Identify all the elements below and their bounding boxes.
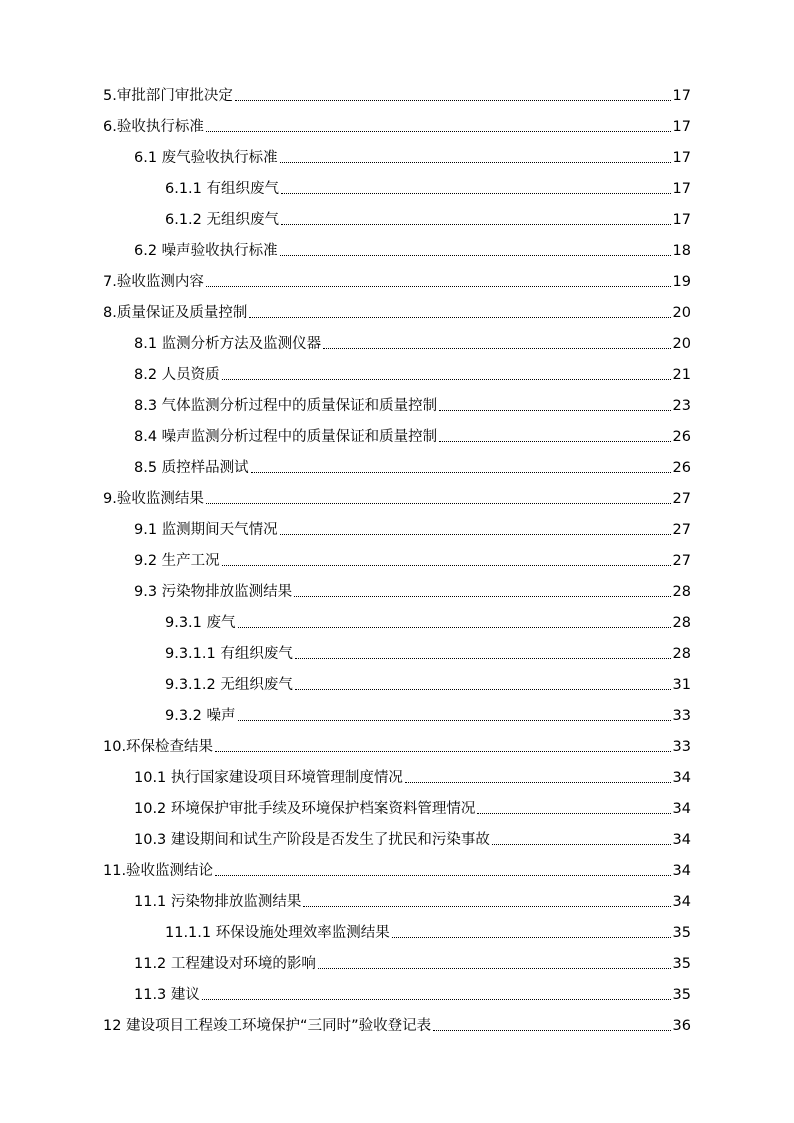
toc-entry-title: 11.2 工程建设对环境的影响: [134, 956, 316, 972]
toc-dot-leader: [295, 688, 671, 690]
toc-entry-title: 12 建设项目工程竣工环境保护“三同时”验收登记表: [103, 1018, 432, 1034]
toc-entry-page-number: 36: [672, 1018, 691, 1034]
toc-entry-title: 9.3.2 噪声: [165, 708, 236, 724]
toc-dot-leader: [206, 130, 671, 132]
toc-entry-title: 11.1.1 环保设施处理效率监测结果: [165, 925, 390, 941]
toc-entry-page-number: 27: [672, 553, 691, 569]
toc-entry-title: 7.验收监测内容: [103, 274, 204, 290]
toc-entry-page-number: 17: [672, 181, 691, 197]
toc-entry-page-number: 33: [672, 739, 691, 755]
toc-dot-leader: [238, 626, 671, 628]
toc-entry-page-number: 34: [672, 863, 691, 879]
toc-entry[interactable]: [165, 663, 691, 694]
toc-entry-title: 9.2 生产工况: [134, 553, 220, 569]
toc-entry[interactable]: [103, 1004, 691, 1035]
toc-dot-leader: [281, 192, 671, 194]
toc-entry-title: 6.1.2 无组织废气: [165, 212, 280, 228]
toc-entry-title: 9.3.1 废气: [165, 615, 236, 631]
toc-entry-page-number: 20: [672, 336, 691, 352]
toc-entry-page-number: 34: [672, 801, 691, 817]
toc-dot-leader: [249, 316, 670, 318]
toc-entry-title: 10.2 环境保护审批手续及环境保护档案资料管理情况: [134, 801, 476, 817]
toc-entry-page-number: 26: [672, 460, 691, 476]
toc-dot-leader: [439, 440, 670, 442]
toc-entry-title: 10.环保检查结果: [103, 739, 214, 755]
toc-dot-leader: [222, 378, 671, 380]
toc-dot-leader: [295, 657, 671, 659]
toc-entry[interactable]: [103, 477, 691, 508]
toc-entry[interactable]: [134, 942, 691, 973]
toc-dot-leader: [280, 161, 671, 163]
toc-entry[interactable]: [134, 322, 691, 353]
toc-entry-page-number: 35: [672, 956, 691, 972]
toc-entry-page-number: 34: [672, 832, 691, 848]
toc-entry-page-number: 27: [672, 491, 691, 507]
toc-entry[interactable]: [134, 384, 691, 415]
toc-entry-page-number: 17: [672, 88, 691, 104]
toc-entry-page-number: 28: [672, 615, 691, 631]
toc-entry-page-number: 34: [672, 770, 691, 786]
toc-dot-leader: [392, 936, 671, 938]
toc-entry[interactable]: [103, 105, 691, 136]
toc-entry-title: 11.3 建议: [134, 987, 200, 1003]
toc-dot-leader: [281, 223, 671, 225]
toc-entry-title: 8.4 噪声监测分析过程中的质量保证和质量控制: [134, 429, 438, 445]
toc-dot-leader: [439, 409, 670, 411]
toc-dot-leader: [238, 719, 671, 721]
toc-entry-page-number: 17: [672, 150, 691, 166]
toc-entry[interactable]: [165, 601, 691, 632]
toc-entry-page-number: 31: [672, 677, 691, 693]
toc-entry-page-number: 34: [672, 894, 691, 910]
toc-entry-title: 10.1 执行国家建设项目环境管理制度情况: [134, 770, 403, 786]
toc-entry-page-number: 17: [672, 212, 691, 228]
toc-entry-page-number: 35: [672, 987, 691, 1003]
toc-entry-page-number: 28: [672, 646, 691, 662]
toc-entry-page-number: 17: [672, 119, 691, 135]
toc-dot-leader: [318, 967, 671, 969]
toc-dot-leader: [222, 564, 671, 566]
toc-entry[interactable]: [103, 725, 691, 756]
toc-entry-title: 8.2 人员资质: [134, 367, 220, 383]
toc-dot-leader: [206, 285, 671, 287]
toc-entry-title: 11.1 污染物排放监测结果: [134, 894, 302, 910]
toc-entry-title: 6.1 废气验收执行标准: [134, 150, 278, 166]
toc-entry-title: 6.2 噪声验收执行标准: [134, 243, 278, 259]
toc-dot-leader: [492, 843, 671, 845]
toc-dot-leader: [294, 595, 670, 597]
toc-entry[interactable]: [134, 229, 691, 260]
toc-entry[interactable]: [103, 849, 691, 880]
toc-entry[interactable]: [134, 353, 691, 384]
toc-entry-title: 9.3.1.1 有组织废气: [165, 646, 293, 662]
toc-entry[interactable]: [134, 539, 691, 570]
toc-entry[interactable]: [134, 136, 691, 167]
toc-entry-page-number: 28: [672, 584, 691, 600]
toc-entry-page-number: 27: [672, 522, 691, 538]
toc-entry[interactable]: [134, 756, 691, 787]
toc-entry[interactable]: [165, 911, 691, 942]
toc-entry[interactable]: [165, 198, 691, 229]
toc-entry[interactable]: [134, 787, 691, 818]
toc-entry-title: 11.验收监测结论: [103, 863, 214, 879]
toc-entry-title: 10.3 建设期间和试生产阶段是否发生了扰民和污染事故: [134, 832, 490, 848]
toc-dot-leader: [215, 874, 670, 876]
toc-dot-leader: [206, 502, 671, 504]
toc-dot-leader: [235, 99, 671, 101]
toc-dot-leader: [215, 750, 670, 752]
toc-entry-title: 8.1 监测分析方法及监测仪器: [134, 336, 322, 352]
toc-entry[interactable]: [134, 446, 691, 477]
toc-entry[interactable]: [134, 508, 691, 539]
toc-dot-leader: [405, 781, 671, 783]
toc-entry-title: 9.3 污染物排放监测结果: [134, 584, 293, 600]
toc-dot-leader: [433, 1029, 670, 1031]
toc-entry[interactable]: [134, 880, 691, 911]
toc-entry-title: 6.1.1 有组织废气: [165, 181, 280, 197]
toc-dot-leader: [323, 347, 670, 349]
toc-entry-page-number: 19: [672, 274, 691, 290]
toc-dot-leader: [303, 905, 670, 907]
toc-entry-title: 6.验收执行标准: [103, 119, 204, 135]
toc-entry-page-number: 21: [672, 367, 691, 383]
toc-entry[interactable]: [134, 818, 691, 849]
toc-entry[interactable]: [165, 632, 691, 663]
toc-entry-page-number: 23: [672, 398, 691, 414]
toc-entry[interactable]: [103, 74, 691, 105]
toc-entry-title: 5.审批部门审批决定: [103, 88, 233, 104]
toc-entry-page-number: 26: [672, 429, 691, 445]
toc-entry-title: 9.1 监测期间天气情况: [134, 522, 278, 538]
toc-entry-page-number: 35: [672, 925, 691, 941]
toc-entry-title: 8.3 气体监测分析过程中的质量保证和质量控制: [134, 398, 438, 414]
toc-entry[interactable]: [134, 570, 691, 601]
toc-entry[interactable]: [134, 973, 691, 1004]
toc-dot-leader: [202, 998, 671, 1000]
toc-entry-title: 9.3.1.2 无组织废气: [165, 677, 293, 693]
toc-entry-page-number: 18: [672, 243, 691, 259]
toc-entry[interactable]: [165, 694, 691, 725]
toc-entry[interactable]: [165, 167, 691, 198]
toc-dot-leader: [477, 812, 670, 814]
toc-entry-title: 8.5 质控样品测试: [134, 460, 249, 476]
toc-entry[interactable]: [103, 291, 691, 322]
toc-entry[interactable]: [134, 415, 691, 446]
toc-entry-page-number: 20: [672, 305, 691, 321]
toc-entry-page-number: 33: [672, 708, 691, 724]
toc-dot-leader: [251, 471, 671, 473]
toc-entry-title: 9.验收监测结果: [103, 491, 204, 507]
toc-dot-leader: [280, 254, 671, 256]
toc-dot-leader: [280, 533, 671, 535]
toc-entry[interactable]: [103, 260, 691, 291]
toc-entry-title: 8.质量保证及质量控制: [103, 305, 248, 321]
